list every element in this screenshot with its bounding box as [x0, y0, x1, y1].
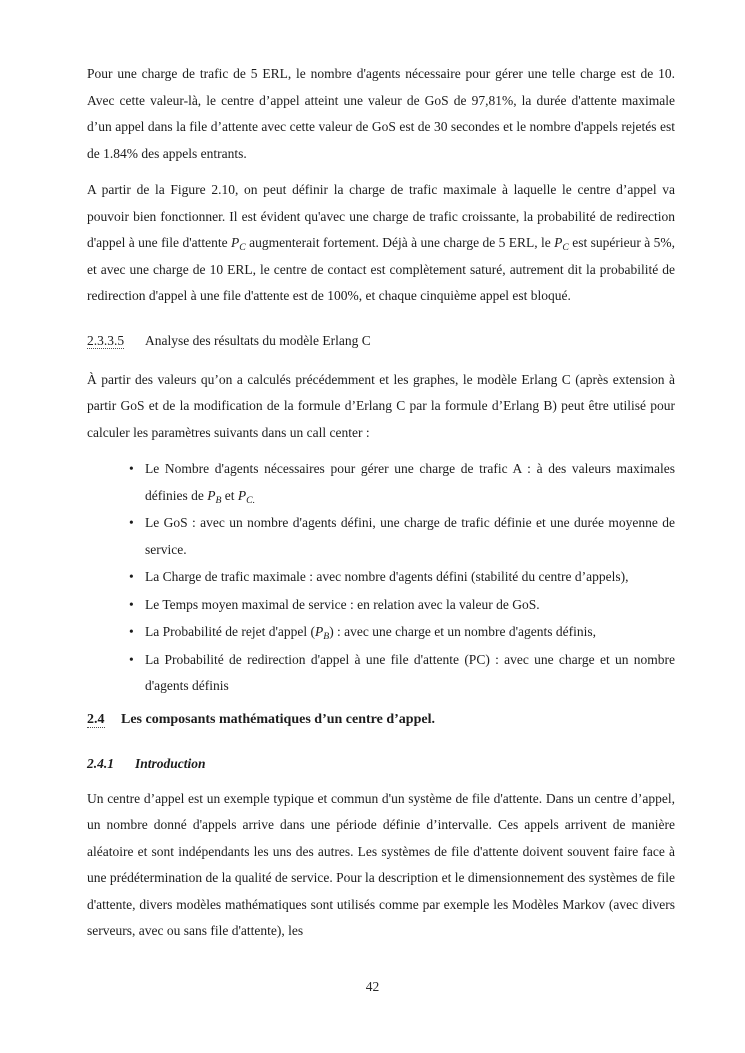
section-heading-2335	[87, 328, 675, 354]
paragraph-traffic-5erl: Pour une charge de trafic de 5 ERL, le nombre d'agents nécessaire pour gérer une telle charge est de 10. Avec cette valeur-là, le centre d’appel atteint une valeur de GoS de 97,81%, la durée d'attente maximale d’un appel dans la file d’attente avec cette valeur de GoS est de 30 secondes et le nombre d'appels rejetés est de 1.84% des appels entrants.	[87, 66, 675, 161]
paragraph-queueing-intro: Un centre d’appel est un exemple typique et commun d'un système de file d'attente. Dans un centre d’appel, un nombre donné d'appels arrive dans une période définie d’intervalle. Ces appels arrivent de manière aléatoire et sont indépendants les uns des autres. Les systèmes de file d'attente doivent souvent faire face à une prédétermination de la qualité de service. Pour la description et le dimensionnement des systèmes de file d'attente, divers modèles mathématiques sont utilisés comme par exemple les Modèles Markov (avec divers serveurs, avec ou sans file d'attente), les	[87, 790, 675, 938]
math-var-Pc	[237, 487, 256, 506]
list-item-text: Le Nombre d'agents nécessaires pour gérer une charge de trafic A : à des valeurs maximales définies de	[145, 461, 675, 503]
list-item: • La Charge de trafic maximale : avec nombre d'agents défini (stabilité du centre d’appels),	[145, 564, 675, 591]
math-subscript: C	[239, 242, 246, 253]
paragraph-text: augmenterait fortement. Déjà à une charge de 5 ERL, le	[245, 235, 555, 250]
section-heading-24	[87, 707, 675, 733]
list-item: • La Probabilité de redirection d'appel à une file d'attente (PC) : avec une charge et un nombre d'agents définis	[145, 647, 675, 700]
paragraph-text: A partir de la Figure 2.10, on peut définir la charge de trafic maximale à laquelle le centre d’appel va pouvoir bien fonctionner. Il est évident qu'avec une charge de trafic croissante, la probabilité de redirection d'appel à une file d'attente	[87, 182, 675, 250]
list-item: • Le GoS : avec un nombre d'agents défini, une charge de trafic définie et une durée moyenne de service.	[145, 510, 675, 563]
math-base: P	[554, 235, 563, 250]
parameter-list	[87, 456, 675, 700]
math-base: P	[237, 487, 247, 503]
paragraph-text: est supérieur à 5%, et avec une charge de 10 ERL, le centre de contact est complètement saturé, autrement dit la probabilité de redirection d'appel à une file d'attente est de 100%, et chaque cinquième appel est bloqué.	[87, 235, 675, 303]
math-subscript: B	[215, 494, 222, 506]
section-title: Les composants mathématiques d’un centre d’appel.	[121, 711, 435, 727]
math-subscript: B	[323, 631, 330, 642]
math-base: P	[231, 235, 240, 250]
section-heading-241	[87, 751, 675, 777]
math-var-Pb	[315, 624, 330, 642]
list-item	[145, 456, 675, 509]
list-item	[145, 619, 675, 646]
section-title: Introduction	[135, 755, 206, 771]
page-number: 42	[365, 979, 380, 994]
section-number: 2.4.1	[87, 755, 114, 771]
section-number: 2.3.3.5	[87, 332, 125, 348]
section-number: 2.4	[87, 711, 105, 727]
math-subscript: C	[562, 242, 569, 253]
list-item-text: et	[221, 487, 238, 503]
list-item: • Le Temps moyen maximal de service : en relation avec la valeur de GoS.	[145, 592, 675, 619]
paragraph-erlang-c-intro: À partir des valeurs qu’on a calculés précédemment et les graphes, le modèle Erlang C (après extension à partir GoS et de la modification de la formule d’Erlang C par la formule d’Erlang B) peut être utilisé pour calculer les paramètres suivants dans un call center :	[87, 371, 675, 440]
math-base: P	[315, 624, 324, 639]
list-item-text: La Probabilité de rejet d'appel (	[145, 624, 315, 639]
list-item-text: ) : avec une charge et un nombre d'agents définis,	[329, 624, 597, 639]
math-var-Pb	[207, 487, 222, 506]
paragraph-figure-210	[87, 177, 675, 310]
section-title: Analyse des résultats du modèle Erlang C	[145, 332, 371, 348]
math-var-Pc	[554, 235, 569, 253]
math-base: P	[207, 487, 216, 503]
math-subscript: C.	[246, 494, 256, 506]
math-var-Pc	[231, 235, 246, 253]
